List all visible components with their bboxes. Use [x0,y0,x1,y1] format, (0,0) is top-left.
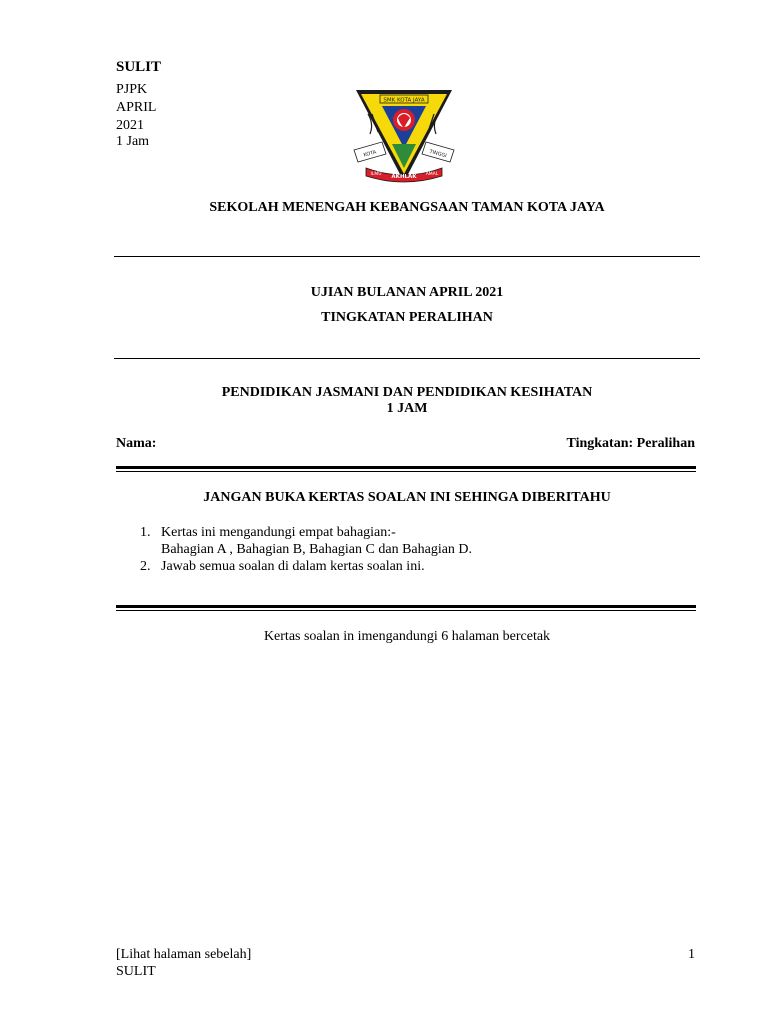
instruction-number: 2. [140,559,151,574]
exam-duration-short: 1 Jam [116,134,150,149]
instruction-line: Kertas ini mengandungi empat bahagian:- [161,525,396,540]
department-code: PJPK [116,82,148,97]
school-logo [352,84,456,186]
exam-year: 2021 [116,118,144,133]
instruction-line: Jawab semua soalan di dalam kertas soalan ini. [161,559,425,574]
double-rule [116,466,696,472]
footer-next-page: [Lihat halaman sebelah] [116,947,252,962]
warning-text: JANGAN BUKA KERTAS SOALAN INI SEHINGA DIBERITAHU [203,490,611,505]
exam-level: TINGKATAN PERALIHAN [321,310,493,325]
classification-bottom: SULIT [116,964,156,979]
exam-month: APRIL [116,100,157,115]
exam-title: UJIAN BULANAN APRIL 2021 [310,285,504,300]
instruction-line: Bahagian A , Bahagian B, Bahagian C dan Bahagian D. [161,542,473,557]
subject-duration: 1 JAM [386,401,428,416]
divider-line [114,358,700,359]
logo-motto-left: ILMU [370,172,382,177]
school-name: SEKOLAH MENENGAH KEBANGSAAN TAMAN KOTA JAYA [209,200,605,215]
logo-top-text: SMK KOTA JAYA [383,97,425,104]
logo-right-ribbon: TINGGI [428,148,448,160]
page-number: 1 [688,947,695,962]
classification-top: SULIT [116,59,162,75]
subject-name: PENDIDIKAN JASMANI DAN PENDIDIKAN KESIHATAN [221,385,593,400]
logo-motto-center: AKHLAK [391,174,417,180]
name-label: Nama: [116,436,157,451]
logo-motto-right: AMAL [425,172,439,177]
logo-left-ribbon: KOTA [362,149,378,159]
double-rule [116,605,696,611]
page-count-note: Kertas soalan in imengandungi 6 halaman bercetak [263,629,551,644]
instruction-number: 1. [140,525,151,540]
divider-line [114,256,700,257]
class-label: Tingkatan: Peralihan [566,436,695,451]
